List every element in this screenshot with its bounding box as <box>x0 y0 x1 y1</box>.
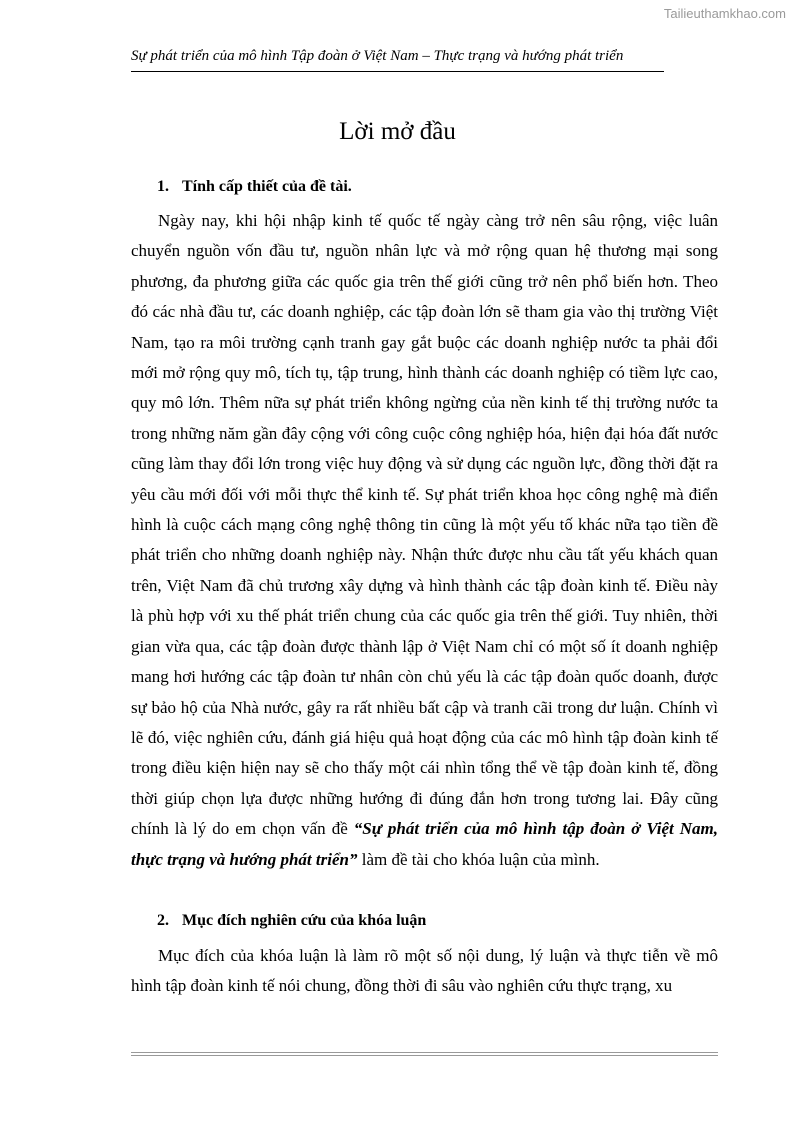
section-1-number: 1. <box>157 178 169 195</box>
header-rule <box>131 71 664 72</box>
section-2-paragraph <box>131 941 718 1002</box>
footer-rule <box>131 1052 718 1056</box>
section-1-paragraph-text: Ngày nay, khi hội nhập kinh tế quốc tế ngày càng trở nên sâu rộng, việc luân chuyển nguồn vốn đầu tư, nguồn nhân lực và mở rộng quan hệ thương mại song phương, đa phương giữa các quốc gia trên thế giới cũng trở nên phổ biến hơn. Theo đó các nhà đầu tư, các doanh nghiệp, các tập đoàn lớn sẽ tham gia vào thị trường Việt Nam, tạo ra môi trường cạnh tranh gay gắt buộc các doanh nghiệp nước ta phải đổi mới mở rộng quy mô, tích tụ, tập trung, hình thành các doanh nghiệp có tiềm lực cao, quy mô lớn. Thêm nữa sự phát triển không ngừng của nền kinh tế thị trường nước ta trong những năm gần đây cộng với công cuộc công nghiệp hóa, hiện đại hóa đất nước cũng làm thay đổi lớn trong việc huy động và sử dụng các nguồn lực, đồng thời đặt ra yêu cầu mới đối với mỗi thực thể kinh tế. Sự phát triển khoa học công nghệ mà điển hình là cuộc cách mạng công nghệ thông tin cũng là một yếu tố khác nữa tạo tiền đề phát triển cho những doanh nghiệp này. Nhận thức được nhu cầu tất yếu khách quan trên, Việt Nam đã chủ trương xây dựng và hình thành các tập đoàn kinh tế. Điều này là phù hợp với xu thế phát triển chung của các quốc gia trên thế giới. Tuy nhiên, thời gian vừa qua, các tập đoàn được thành lập ở Việt Nam chỉ có một số ít doanh nghiệp mang hơi hướng các tập đoàn tư nhân còn chủ yếu là các tập đoàn quốc doanh, được sự bảo hộ của Nhà nước, gây ra rất nhiều bất cập và tranh cãi trong dư luận. Chính vì lẽ đó, việc nghiên cứu, đánh giá hiệu quả hoạt động của các mô hình tập đoàn kinh tế trong điều kiện hiện nay sẽ cho thấy một cái nhìn tổng thể về tập đoàn kinh tế, đồng thời giúp chọn lựa được những hướng đi đúng đắn hơn trong tương lai. Đây cũng chính là lý do em chọn vấn đề <box>131 211 718 839</box>
section-1-heading-text: Tính cấp thiết của đề tài. <box>182 178 352 195</box>
watermark: Tailieuthamkhao.com <box>663 6 786 21</box>
section-2-heading <box>157 912 426 930</box>
page-title: Lời mở đầu <box>339 118 456 145</box>
section-2-number: 2. <box>157 912 169 929</box>
thesis-title-emphasis: “Sự phát triển của mô hình tập đoàn ở Việt Nam, thực trạng và hướng phát triển” <box>131 819 719 869</box>
section-2-heading-text: Mục đích nghiên cứu của khóa luận <box>182 912 427 929</box>
section-2-paragraph-text: Mục đích của khóa luận là làm rõ một số nội dung, lý luận và thực tiễn về mô hình tập đoàn kinh tế nói chung, đồng thời đi sâu vào nghiên cứu thực trạng, xu <box>131 946 718 996</box>
section-1-heading <box>157 178 352 196</box>
running-header: Sự phát triển của mô hình Tập đoàn ở Việt Nam – Thực trạng và hướng phát triển <box>131 48 624 64</box>
section-1-paragraph-tail: làm đề tài cho khóa luận của mình. <box>357 849 600 869</box>
section-1-paragraph <box>131 206 718 875</box>
